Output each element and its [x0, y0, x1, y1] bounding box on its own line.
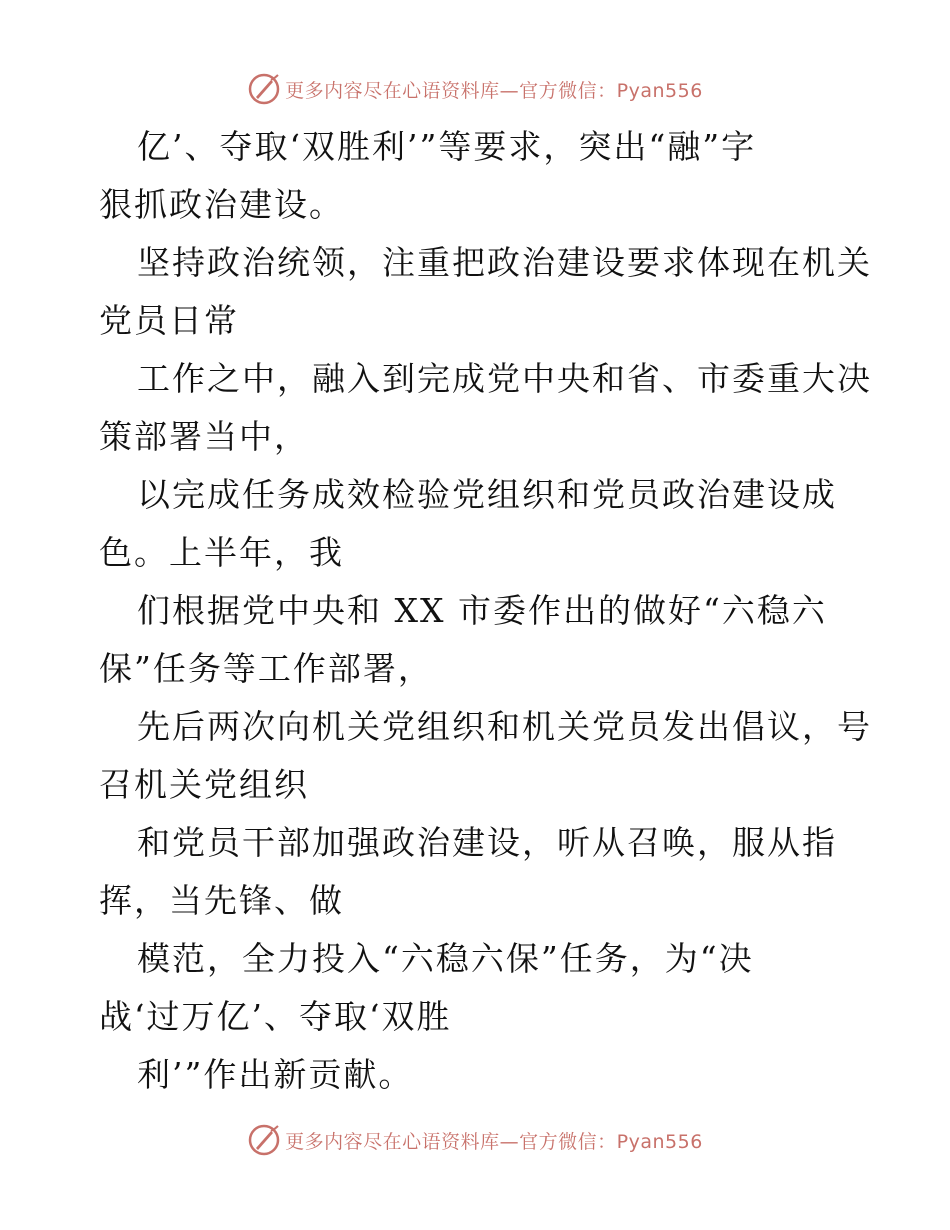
footer-watermark	[0, 1120, 950, 1160]
body-line: 色。上半年，我	[99, 533, 344, 572]
header-watermark	[0, 69, 950, 109]
watermark-text: 更多内容尽在心语资料库—官方微信：Pyan556	[285, 79, 703, 102]
body-line: 狠抓政治建设。	[99, 185, 344, 224]
quill-logo-icon	[247, 1123, 281, 1157]
body-line: 利’”作出新贡献。	[137, 1055, 414, 1094]
body-line: 召机关党组织	[99, 765, 309, 804]
body-line: 模范，全力投入“六稳六保”任务，为“决	[137, 939, 754, 978]
body-line: 先后两次向机关党组织和机关党员发出倡议，号	[137, 707, 872, 746]
body-line: 党员日常	[99, 301, 239, 340]
body-line: 坚持政治统领，注重把政治建设要求体现在机关	[137, 243, 872, 282]
body-line: 以完成任务成效检验党组织和党员政治建设成	[137, 475, 837, 514]
watermark-text: 更多内容尽在心语资料库—官方微信：Pyan556	[285, 1130, 703, 1153]
body-line: 战‘过万亿’、夺取‘双胜	[99, 997, 452, 1036]
body-line: 们根据党中央和 XX 市委作出的做好“六稳六	[137, 591, 827, 630]
quill-logo-icon	[247, 72, 281, 106]
body-line: 工作之中，融入到完成党中央和省、市委重大决	[137, 359, 872, 398]
body-line: 亿’、夺取‘双胜利’”等要求，突出“融”字	[137, 127, 757, 166]
body-line: 挥，当先锋、做	[99, 881, 344, 920]
body-line: 和党员干部加强政治建设，听从召唤，服从指	[137, 823, 837, 862]
body-line: 保”任务等工作部署，	[99, 649, 433, 688]
body-line: 策部署当中，	[99, 417, 309, 456]
